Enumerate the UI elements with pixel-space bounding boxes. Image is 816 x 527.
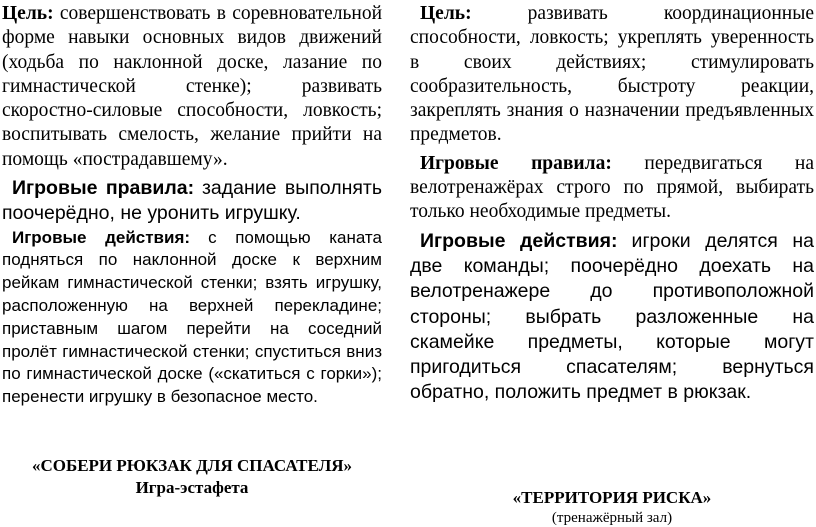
left-actions-label: Игровые действия:	[12, 227, 191, 247]
right-rules	[410, 152, 814, 225]
right-game-heading	[410, 487, 814, 527]
right-actions-label: Игровые действия:	[420, 229, 618, 252]
left-goal	[2, 2, 382, 172]
left-actions	[2, 227, 382, 409]
left-rules-label: Игровые правила:	[12, 177, 195, 200]
left-game-title: «СОБЕРИ РЮКЗАК ДЛЯ СПАСАТЕЛЯ»	[31, 456, 353, 475]
right-rules-text: передвигаться на велотренажёрах строго по прямой, выбирать только необходимые предметы.	[410, 152, 814, 223]
left-column	[2, 2, 382, 409]
right-goal-label: Цель:	[420, 3, 472, 24]
left-rules	[2, 176, 382, 227]
right-goal-text: развивать координационные способности, ловкость; укреплять уверенность в своих действиях; стимулировать сообразительность, быстроту реакции, закреплять знания о назначении предъявленных предметов.	[410, 3, 814, 146]
left-game-subtitle: Игра-эстафета	[135, 478, 249, 497]
right-rules-label: Игровые правила:	[420, 152, 612, 174]
right-game-title: «ТЕРРИТОРИЯ РИСКА»	[512, 488, 712, 507]
left-actions-text: с помощью каната подняться по наклонной доске к верхним рейкам гимнастической стенки; взять игрушку, расположенную на верхней перекладине; приставным шагом перейти на соседний пролёт гимнастической стенки; спуститься вниз по гимнастической доске («скатиться с горки»); перенести игрушку в безопасное место.	[2, 227, 382, 407]
right-actions	[410, 229, 814, 406]
left-rules-text: задание выполнять поочерёдно, не уронить игрушку.	[2, 177, 382, 225]
left-goal-text: совершенствовать в соревновательной форме навыки основных видов движений (ходьба по наклонной доске, лазание по гимнастической стенке); развивать скоростно-силовые способности, ловкость; воспитывать смелость, желание прийти на помощь «пострадавшему».	[2, 3, 382, 170]
left-game-heading	[2, 455, 382, 499]
right-game-subtitle: (тренажёрный зал)	[551, 510, 673, 526]
left-goal-label: Цель:	[2, 3, 54, 24]
right-goal	[410, 2, 814, 148]
right-actions-text: игроки делятся на две команды; поочерёдно доехать на велотренажере до противоположной стороны; выбрать разложенные на скамейке предметы, которые могут пригодиться спасателям; вернуться обратно, положить предмет в рюкзак.	[410, 229, 814, 404]
right-column	[410, 2, 814, 406]
